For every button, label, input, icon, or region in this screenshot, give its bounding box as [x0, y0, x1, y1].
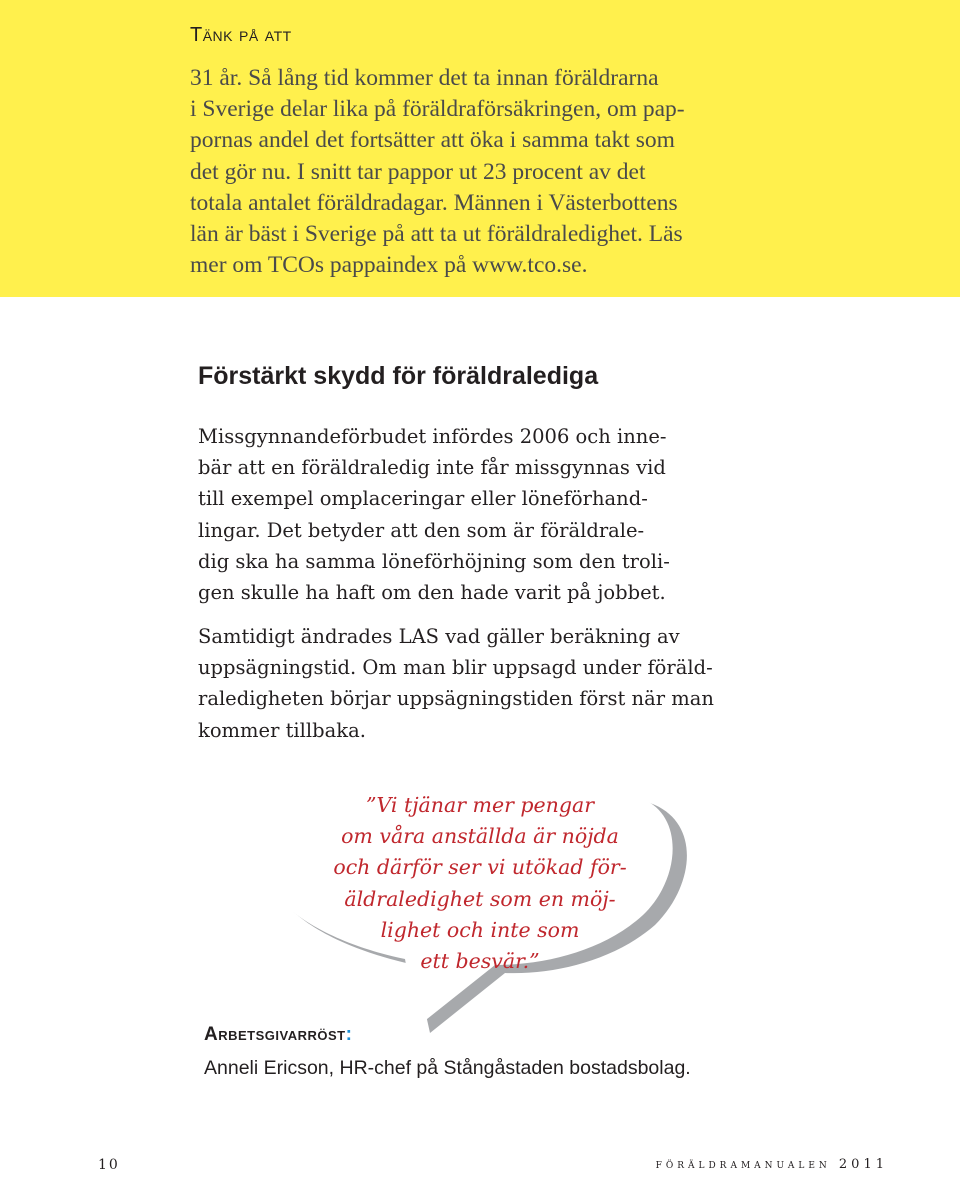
- tip-line: pornas andel det fortsätter att öka i samma takt som: [190, 127, 675, 154]
- article-paragraph-1: [198, 421, 798, 608]
- paragraph-line: dig ska ha samma löneförhöjning som den troli-: [198, 549, 670, 573]
- employer-voice-label: Arbetsgivarröst: [204, 1024, 346, 1045]
- paragraph-line: Samtidigt ändrades LAS vad gäller beräkning av: [198, 625, 680, 648]
- tip-body: [190, 63, 790, 281]
- tip-line: län är bäst i Sverige på att ta ut föräldraledighet. Läs: [190, 221, 683, 248]
- paragraph-line: till exempel omplaceringar eller löneförhand-: [198, 487, 648, 511]
- employer-voice-name: Anneli Ericson, HR-chef på Stångåstaden bostadsbolag.: [204, 1057, 691, 1079]
- tip-line: mer om TCOs pappaindex på www.tco.se.: [190, 252, 588, 279]
- article-title: Förstärkt skydd för föräldralediga: [198, 362, 599, 390]
- quote-line: ”Vi tjänar mer pengar: [365, 793, 595, 817]
- paragraph-line: kommer tillbaka.: [198, 718, 366, 742]
- paragraph-line: raledigheten börjar uppsägningstiden först när man: [198, 687, 714, 711]
- paragraph-line: Missgynnandeförbudet infördes 2006 och inne-: [198, 425, 667, 448]
- paragraph-line: lingar. Det betyder att den som är föräldrale-: [198, 518, 645, 542]
- quote-line: om våra anställda är nöjda: [341, 824, 619, 849]
- employer-voice-colon: :: [345, 1024, 353, 1045]
- quote-line: och därför ser vi utökad för-: [333, 855, 627, 880]
- publication-title: föräldramanualen 2011: [655, 1157, 888, 1172]
- quote-line: ett besvär.”: [420, 949, 540, 974]
- paragraph-line: gen skulle ha haft om den hade varit på jobbet.: [198, 581, 666, 605]
- page-number: 10: [98, 1157, 120, 1173]
- quote-line: lighet och inte som: [380, 917, 580, 942]
- tip-line: i Sverige delar lika på föräldraförsäkringen, om pap-: [190, 96, 685, 123]
- paragraph-line: uppsägningstid. Om man blir uppsagd under föräld-: [198, 656, 713, 680]
- tip-line: totala antalet föräldradagar. Männen i Västerbottens: [190, 189, 678, 216]
- tip-line: 31 år. Så lång tid kommer det ta innan föräldrarna: [190, 65, 659, 91]
- article-paragraph-2: [198, 621, 798, 746]
- paragraph-line: bär att en föräldraledig inte får missgynnas vid: [198, 456, 666, 480]
- tip-line: det gör nu. I snitt tar pappor ut 23 procent av det: [190, 158, 646, 185]
- employer-quote: [0, 790, 960, 977]
- quote-line: äldraledighet som en möj-: [344, 886, 616, 911]
- employer-voice-heading: [204, 1024, 352, 1046]
- tip-heading: Tänk på att: [190, 24, 292, 46]
